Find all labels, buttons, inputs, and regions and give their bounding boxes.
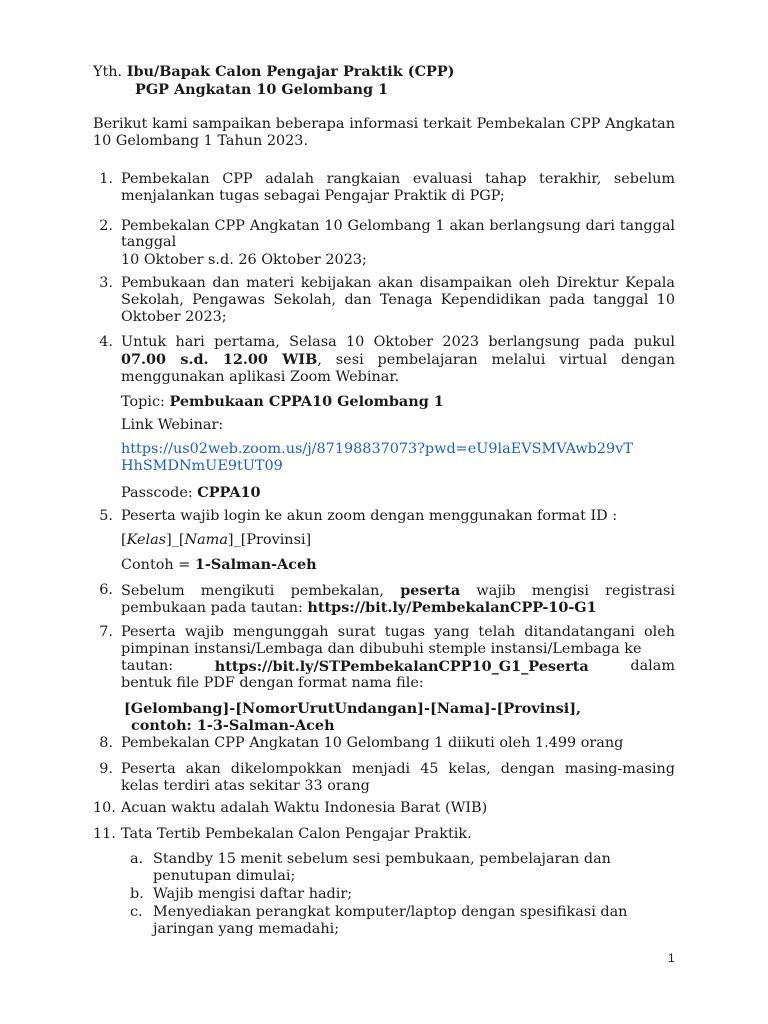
item-number-2: 2. [99,218,113,234]
item-text-2b: 10 Oktober s.d. 26 Oktober 2023; [121,252,367,268]
registration-link[interactable]: https://bit.ly/PembekalanCPP-10-G1 [307,599,597,616]
id-format [121,532,311,549]
item-text-8: Pembekalan CPP Angkatan 10 Gelombang 1 diikuti oleh 1.499 orang [121,735,624,751]
subitem-text-b: Wajib mengisi daftar hadir; [153,886,353,902]
item-text-6b: peserta [400,582,461,599]
page-number: 1 [668,951,675,965]
subitem-letter-c: c. [130,904,143,920]
item-text-6d: pembukaan pada tautan: [121,600,308,616]
item-text-10: Acuan waktu adalah Waktu Indonesia Barat (WIB) [121,800,488,816]
link-webinar-label: Link Webinar: [121,417,224,433]
item-text-1: Pembekalan CPP adalah rangkaian evaluasi tahap terakhir, sebelum menjalankan tugas sebagai Pengajar Praktik di PGP; [121,171,675,204]
item-text-4c: , sesi pembelajaran melalui virtual dengan menggunakan aplikasi Zoom Webinar. [121,352,675,385]
zoom-link-part-2[interactable]: HhSMDNmUE9tUT09 [121,458,283,474]
format-nama: Nama [184,532,228,548]
item-text-4 [121,334,675,386]
example-line [121,556,317,574]
upload-link[interactable]: https://bit.ly/STPembekalanCPP10_G1_Peserta [214,658,589,675]
example-label: Contoh = [121,557,195,573]
item-text-11: Tata Tertib Pembekalan Calon Pengajar Praktik. [121,826,472,842]
format-kelas: Kelas [126,532,167,548]
item-number-1: 1. [99,171,113,187]
format-bracket: [ [121,532,127,548]
topic-label: Topic: [121,394,170,410]
item-number-8: 8. [99,735,113,751]
topic-line [121,393,444,411]
item-number-5: 5. [99,508,113,524]
item-text-7c: bentuk file PDF dengan format nama file: [121,675,424,691]
greeting: Yth. [93,64,123,80]
filename-format: [Gelombang]-[NomorUrutUndangan]-[Nama]-[Provinsi], [124,700,582,717]
item-text-7a: Peserta wajib mengunggah surat tugas yang telah ditandatangani oleh pimpinan instansi/Lembaga dan dibubuhi stemple instansi/Lembaga ke [121,624,675,657]
passcode-line [121,484,261,502]
item-number-7: 7. [99,624,113,640]
greeting-line [93,63,454,81]
recipient-line-1: Ibu/Bapak Calon Pengajar Praktik (CPP) [126,63,455,80]
subitem-text-c: Menyediakan perangkat komputer/laptop dengan spesifikasi dan jaringan yang memadahi; [153,904,628,937]
intro-paragraph: Berikut kami sampaikan beberapa informasi terkait Pembekalan CPP Angkatan 10 Gelombang 1 Tahun 2023. [93,116,675,149]
item-text-2-tanggal: tanggal [121,234,177,250]
item-number-3: 3. [99,275,113,291]
filename-example: contoh: 1-3-Salman-Aceh [131,717,335,734]
item-text-6a: Sebelum mengikuti pembekalan, [121,583,385,599]
recipient-line-2: PGP Angkatan 10 Gelombang 1 [135,81,389,98]
example-value: 1-Salman-Aceh [194,556,317,573]
format-rest: ]_[Provinsi] [227,532,312,548]
item-text-7b [121,658,675,675]
subitem-text-a: Standby 15 menit sebelum sesi pembukaan, pembelajaran dan penutupan dimulai; [153,851,611,884]
topic-value: Pembukaan CPPA10 Gelombang 1 [169,393,444,410]
item-text-6-line2 [121,599,597,617]
item-text-9: Peserta akan dikelompokkan menjadi 45 kelas, dengan masing-masing kelas terdiri atas sekitar 33 orang [121,761,675,794]
item-number-10: 10. [93,800,116,816]
item-text-6-line1 [121,582,675,600]
tautan-label: tautan: [121,658,174,674]
item-number-4: 4. [99,334,113,350]
item-text-6c: wajib mengisi registrasi [476,583,675,599]
session-time: 07.00 s.d. 12.00 WIB [121,351,318,368]
item-text-3: Pembukaan dan materi kebijakan akan disampaikan oleh Direktur Kepala Sekolah, Pengawas Sekolah, dan Tenaga Kependidikan pada tanggal 10 Oktober 2023; [121,275,675,325]
passcode-value: CPPA10 [197,484,261,501]
item-text-4a: Untuk hari pertama, Selasa 10 Oktober 2023 berlangsung pada pukul [121,334,675,350]
zoom-link[interactable] [121,441,633,475]
item-number-6: 6. [99,582,113,598]
passcode-label: Passcode: [121,485,198,501]
subitem-letter-b: b. [130,886,144,902]
subitem-letter-a: a. [130,851,144,867]
item-text-2a: Pembekalan CPP Angkatan 10 Gelombang 1 akan berlangsung dari tanggal [121,218,675,234]
zoom-link-part-1[interactable]: https://us02web.zoom.us/j/87198837073?pwd=eU9laEVSMVAwb29vT [121,441,633,457]
item-text-7b-after: dalam [630,658,675,674]
item-text-5: Peserta wajib login ke akun zoom dengan menggunakan format ID : [121,508,618,524]
format-sep: ]_[ [166,532,185,548]
item-number-9: 9. [99,761,113,777]
item-number-11: 11. [93,826,116,842]
